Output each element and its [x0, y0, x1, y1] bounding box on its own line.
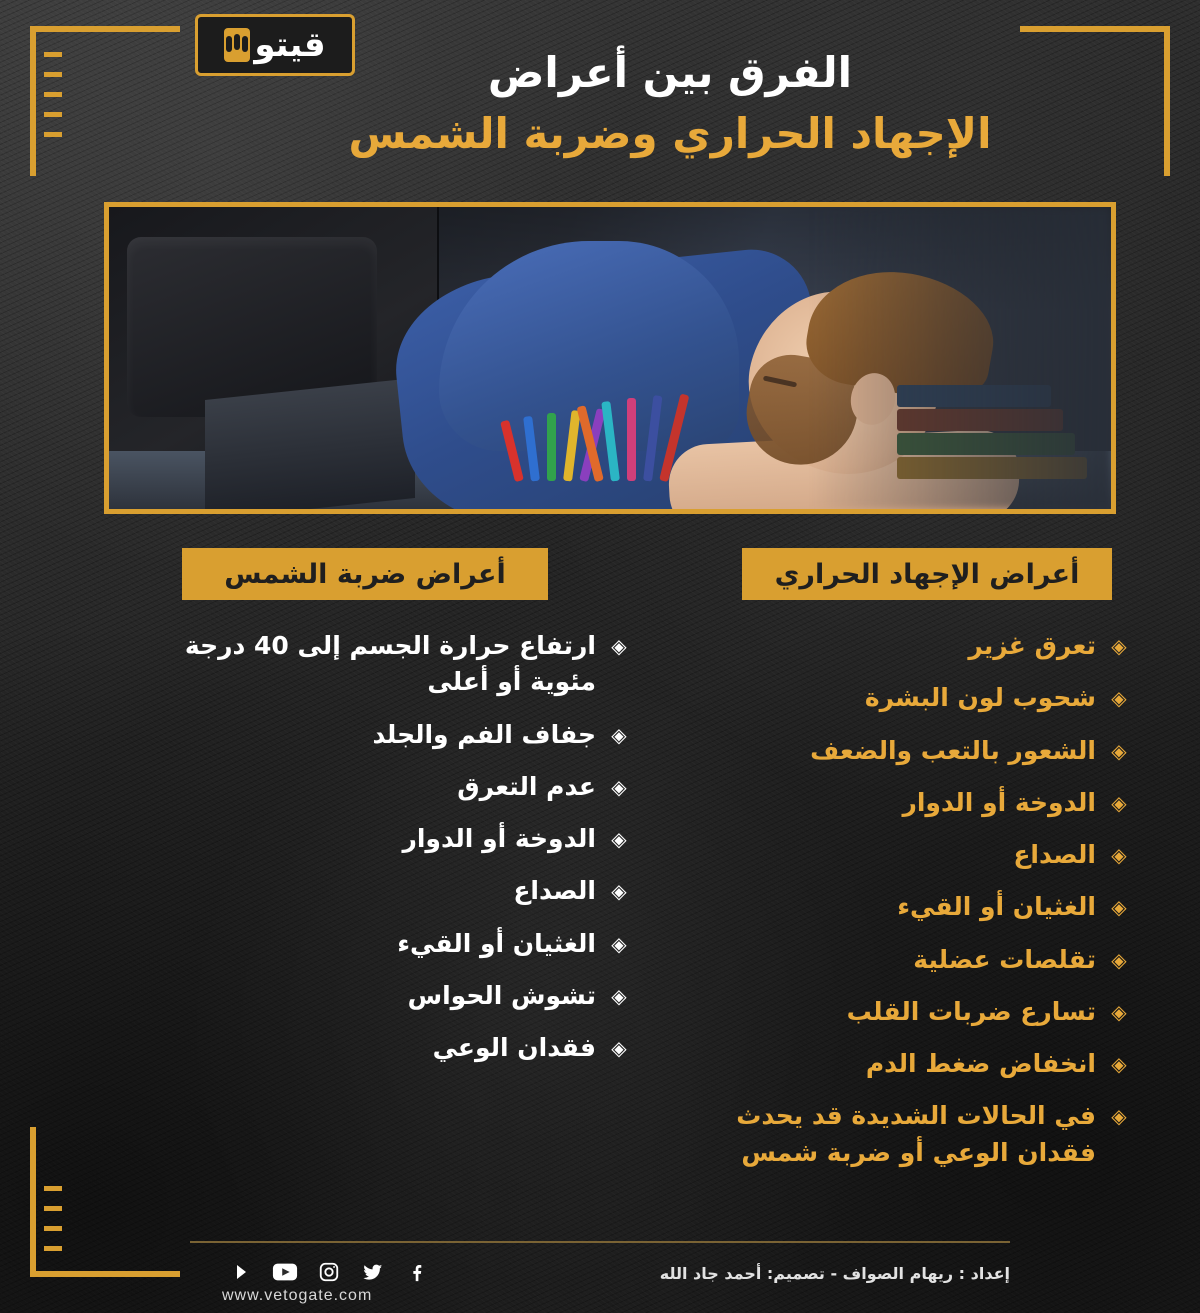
list-item: [660, 628, 1130, 664]
bullet-icon: ◈: [1111, 895, 1127, 920]
list-item-label: الغثيان أو القيء: [897, 892, 1096, 922]
facebook-icon[interactable]: [404, 1259, 430, 1285]
corner-frame-bottom-left: [30, 1127, 180, 1277]
list-item: [660, 942, 1130, 978]
bullet-icon: ◈: [611, 931, 627, 956]
pen: [563, 410, 581, 482]
list-item: [160, 628, 630, 701]
list-item-label: الدوخة أو الدوار: [402, 824, 596, 853]
column-header-sun-stroke: [182, 548, 548, 600]
brand-logo-text: قيتو: [254, 25, 326, 65]
arrow-icon[interactable]: [228, 1259, 254, 1285]
list-item-label: تقلصات عضلية: [913, 944, 1096, 974]
bullet-icon: ◈: [611, 722, 627, 747]
list-item-label: فقدان الوعي: [432, 1033, 596, 1062]
bullet-icon: ◈: [611, 983, 627, 1008]
list-item-label: الصداع: [1013, 840, 1096, 869]
title-line-2: الإجهاد الحراري وضربة الشمس: [348, 108, 992, 158]
list-item: [160, 1030, 630, 1066]
laptop: [205, 378, 415, 514]
instagram-icon[interactable]: [316, 1259, 342, 1285]
list-item-label: في الحالات الشديدة قد يحدث فقدان الوعي أو ضربة شمس: [736, 1101, 1096, 1167]
bullet-icon: ◈: [1111, 1052, 1127, 1076]
bullet-icon: ◈: [1111, 686, 1127, 711]
list-item-label: الشعور بالتعب والضعف: [810, 735, 1096, 765]
bullet-icon: ◈: [1111, 1104, 1127, 1129]
bullet-icon: ◈: [611, 634, 627, 658]
column-header-heat-stress-label: أعراض الإجهاد الحراري: [774, 558, 1080, 590]
list-item: [660, 680, 1130, 716]
list-item-label: عدم التعرق: [457, 771, 596, 801]
page-title: [0, 46, 1200, 161]
list-item: [160, 717, 630, 753]
list-item: [160, 926, 630, 962]
list-item-label: ارتفاع حرارة الجسم إلى 40 درجة مئوية أو أعلى: [184, 631, 596, 697]
bullet-icon: ◈: [1111, 999, 1127, 1024]
background-blur: [811, 207, 1111, 509]
bullet-icon: ◈: [1111, 738, 1127, 763]
pen: [643, 395, 662, 481]
list-item: [660, 1046, 1130, 1082]
title-line-1: الفرق بين أعراض: [487, 48, 853, 97]
bullet-icon: ◈: [611, 879, 627, 904]
list-item: [660, 994, 1130, 1030]
list-item: [660, 785, 1130, 821]
list-item: [160, 978, 630, 1014]
list-item-label: الدوخة أو الدوار: [902, 787, 1096, 817]
hero-image: [104, 202, 1116, 514]
list-item-label: الصداع: [513, 876, 596, 906]
list-item: [160, 821, 630, 857]
pen: [523, 416, 540, 482]
bullet-icon: ◈: [1111, 947, 1127, 972]
list-item: [160, 769, 630, 805]
hero-image-content: [109, 207, 1111, 509]
list-item-label: تشوش الحواس: [407, 980, 596, 1010]
bullet-icon: ◈: [611, 1036, 627, 1060]
pen-cup: [509, 371, 679, 481]
list-item-label: انخفاض ضغط الدم: [865, 1049, 1096, 1078]
list-item-label: شحوب لون البشرة: [864, 683, 1096, 713]
list-item-label: تعرق غزير: [968, 631, 1096, 660]
site-url[interactable]: www.vetogate.com: [222, 1287, 373, 1304]
list-item: [660, 837, 1130, 873]
list-item: [160, 873, 630, 909]
list-item-label: تسارع ضربات القلب: [846, 996, 1096, 1026]
list-item-label: الغثيان أو القيء: [397, 928, 596, 958]
pen: [601, 401, 620, 482]
list-heat-stress: [660, 628, 1130, 1187]
bullet-icon: ◈: [1111, 790, 1127, 815]
youtube-icon[interactable]: [272, 1259, 298, 1285]
column-header-heat-stress: [742, 548, 1112, 600]
bullet-icon: ◈: [1111, 843, 1127, 867]
list-item: [660, 733, 1130, 769]
credits-text: إعداد : ريهام الصواف - تصميم: أحمد جاد الله: [659, 1264, 1010, 1283]
bullet-icon: ◈: [1111, 634, 1127, 658]
list-item-label: جفاف الفم والجلد: [372, 719, 596, 749]
list-sun-stroke: [160, 628, 630, 1082]
pen: [547, 413, 556, 481]
twitter-icon[interactable]: [360, 1259, 386, 1285]
pen: [627, 398, 636, 481]
column-header-sun-stroke-label: أعراض ضربة الشمس: [224, 558, 506, 590]
bullet-icon: ◈: [611, 774, 627, 799]
footer-divider: [190, 1241, 1010, 1243]
list-item: [660, 889, 1130, 925]
social-links: [228, 1259, 430, 1285]
list-item: [660, 1098, 1130, 1171]
bullet-icon: ◈: [611, 827, 627, 851]
